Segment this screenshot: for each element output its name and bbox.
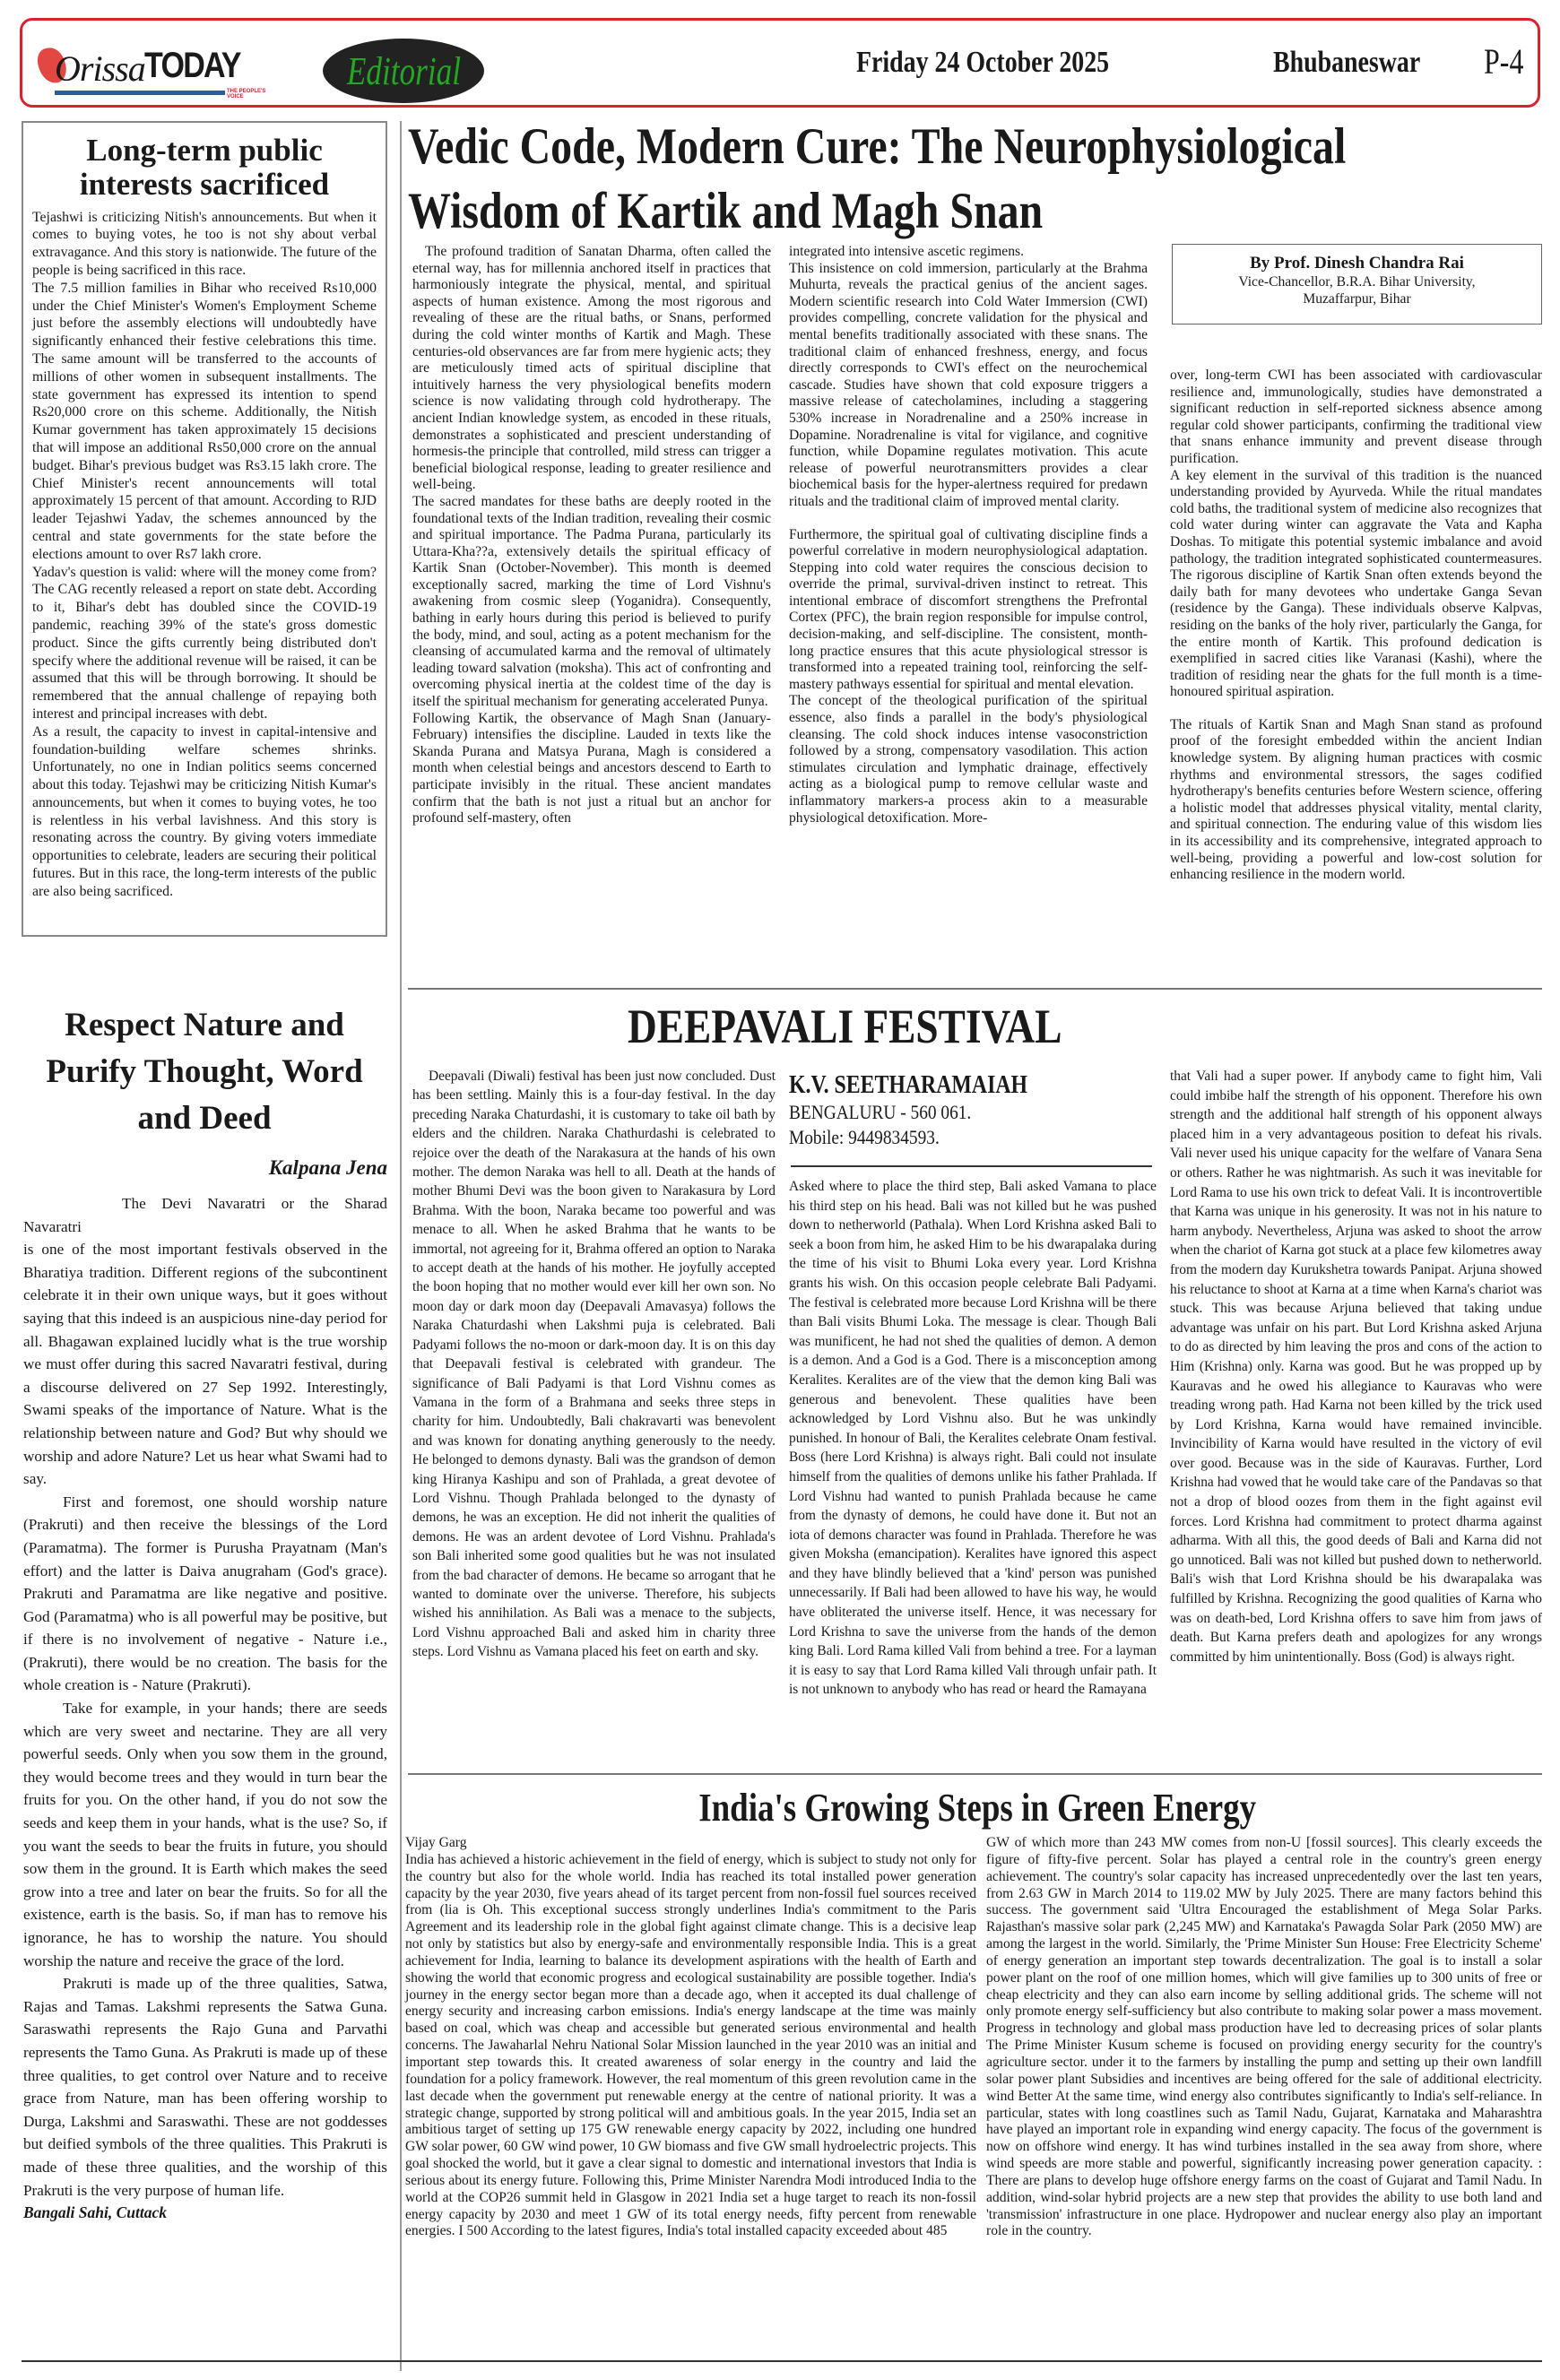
- paragraph: Following Kartik, the observance of Magh Snan (January-February) intensifies the discipline. Lauded in texts like the Skanda Purana and Matsya Purana, Magh is considered a month when celestial beings and ancestors descend to Earth to participate invisibly in the ritual. These ancient mandates confirm that the bath is not just a ritual but an anchor for profound self-mastery, often: [412, 710, 771, 827]
- respect-nature-body: [23, 1192, 387, 2225]
- headline-text: India's Growing Steps in Green Energy: [698, 1786, 1256, 1830]
- headline-text: DEEPAVALI FESTIVAL: [628, 1000, 1062, 1053]
- paragraph: This insistence on cold immersion, particularly at the Brahma Muhurta, reveals the practical genius of the ancient sages. Modern scientific research into Cold Water Immersion (CWI) provides compelling, concrete validation for the physical and mental benefits traditionally associated with these snans. The traditional claim of enhanced freshness, energy, and focus directly corresponds to CWI's effect on the neurochemical cascade. Studies have shown that cold exposure triggers a massive release of catecholamines, including a staggering 530% increase in Noradrenaline and a 250% increase in Dopamine. Noradrenaline is vital for vigilance, and cognitive function, while Dopamine regulates motivation. This acute release of powerful neurotransmitters provides a clear biochemical basis for the hyper-alertness required for predawn rituals and the traditional claim of improved mental clarity.: [789, 260, 1148, 509]
- article-body: [23, 209, 386, 901]
- deepavali-column-2: [789, 1177, 1157, 1700]
- paragraph: that Vali had a super power. If anybody came to fight him, Vali could imbibe half the strength of his opponent. Therefore his own strength and the additional half strength of his opponent always placed him in a very advantageous position to defeat his rivals. Vali never used his unique capacity for the welfare of Vanara Sena or others. Rather he was nightmarish. As such it was inevitable for Lord Rama to use his own trick to defeat Vali. It is incontrovertible that Karna was unique in his generosity. It was not in his nature to harm anybody. Nevertheless, Arjuna was asked to shoot the arrow when the chariot of Karna got stuck at a place few kilometres away from the modern day Kurukshetra towards Panipat. Arjuna showed his reluctance to shoot at Karna at a time when Karna's chariot was stuck. This was because Arjuna believed that taking undue advantage was unfair on his part. But Lord Krishna asked Arjuna to do as directed by him leaving the pros and cons of the action to Him (Krishna) only. Karna was good. But he was propped up by Kauravas and he owed his allegiance to Kauravas who were treading wrong path. Had Karna not been killed by the trick used by Lord Krishna, Karna would have remained invincible. Invincibility of Karna would have resulted in the victory of evil over good. Because was in the side of Kauravas. Further, Lord Krishna had vowed that he would take care of the Pandavas so that not a drop of blood oozes from them in the fight against evil forces. Lord Krishna had commitment to protect dharma against adharma. With all this, the good deeds of Bali and Karna did not go unnoticed. Bali was not killed but pushed down to netherworld. Bali's wish that Lord Krishna should be his dwarapalaka was fulfilled by Krishna. Recognizing the good qualities of Karna who was on death-bed, Lord Krishna offers to save him from jaws of death. But Karna prefers death and apologizes for any wrongs committed by him unintentionally. Boss (God) is always right.: [1170, 1069, 1542, 1665]
- page-bottom-rule: [22, 2360, 1542, 2362]
- article-headline: Long-term public interests sacrificed: [79, 133, 330, 202]
- paragraph: First and foremost, one should worship nature (Prakruti) and then receive the blessings of the Lord (Paramatma). The former is Purusha Prayatnam (Man's effort) and the latter is Daiva anugraham (God's grace). Prakruti and Paramatma are like negative and positive. God (Paramatma) who is all powerful may be positive, but if there is no involvement of negative - Nature i.e., (Prakruti), there would be no creation. The basis for the whole creation is - Nature (Prakruti).: [23, 1493, 387, 1694]
- vedic-column-2: [789, 244, 1148, 827]
- paragraph: over, long-term CWI has been associated with cardiovascular resilience and, immunologically, studies have demonstrated a significant reduction in self-reported sickness absence among regular cold shower participants, confirming the traditional view that snans enhance immunity and prevent disease through purification.: [1170, 368, 1542, 466]
- brand-underline: [55, 91, 225, 95]
- green-energy-column-1: [405, 1835, 976, 2240]
- paragraph: is one of the most important festivals observed in the Bharatiya tradition. Different regions of the subcontinent celebrate it in their own unique ways, but it goes without saying that this indeed is an auspicious nine-day period for all. Bhagawan explained lucidly what is the true worship we must offer during this sacred Navaratri festival, during a discourse delivered on 27 Sep 1992. Interestingly, Swami speaks of the importance of Nature. What is the relationship between nature and God? But why should we worship and adore Nature? Let us hear what Swami had to say.: [23, 1241, 387, 1488]
- paragraph-spacer: [1170, 701, 1542, 717]
- author-name: K.V. SEETHARAMAIAH: [789, 1071, 1028, 1099]
- paragraph: The rituals of Kartik Snan and Magh Snan stand as profound proof of the foresight embedded within the ancient Indian knowledge system. By aligning human practices with cosmic rhythms and environmental stressors, the sages codified hydrotherapy's benefits centuries before Western science, offering a holistic model that addresses physical vitality, mental clarity, and spiritual connection. The enduring value of this wisdom lies in its accessibility and its comprehensive, integrated approach to well-being, providing a powerful and low-cost solution for enhancing resilience in the modern world.: [1170, 716, 1542, 883]
- paragraph: India has achieved a historic achievement in the field of energy, which is subject to study not only for the country but also for the whole world. India has reached its total installed power generation capacity by the year 2030, five years ahead of its target percent from non-fossil fuel sources received from (lia is Oh. This exceptional success strongly underlines India's commitment to the Paris Agreement and its leadership role in the global fight against climate change. This is a decisive leap not only by statistics but also by energy-safe and environmentally responsible India. This is a great achievement for India, learning to balance its development aspirations with the health of Earth and showing the world that economic progress and ecological sustainability are possible together. India's journey in the energy sector began more than a decade ago, when it accepted its dual challenge of energy security and increasing carbon emissions. India's energy landscape at the time was mainly based on coal, which was cheap and accessible but generated serious environmental and health concerns. The Jawaharlal Nehru National Solar Mission launched in the year 2010 was an initial and important step towards this. It created awareness of solar energy in the country and laid the foundation for a policy framework. However, the real momentum of this green revolution came in the last decade when the government put renewable energy at the centre of national priority. It was a strategic change, supported by strong political will and ambitious goals. In the year 2015, India set an ambitious target of setting up 175 GW renewable energy capacity by 2022, including one hundred GW solar power, 60 GW wind power, 10 GW biomass and five GW small hydroelectric projects. This goal shocked the world, but it gave a clear signal to domestic and international investors that India is serious about its energy future. Following this, Prime Minister Narendra Modi introduced India to the world at the COP26 summit held in Glasgow in 2021 India set a huge target to reach its non-fossil energy capacity by 2030 and meet 1 GW of its total energy needs, fifty percent from renewable energies. I 500 According to the latest figures, India's total installed capacity exceeded about 485: [405, 1851, 976, 2239]
- author-place: Muzaffarpur, Bihar: [1303, 291, 1411, 307]
- paragraph: A key element in the survival of this tradition is the nuanced understanding provided by Ayurveda. While the ritual mandates cold baths, the traditional system of medicine also recognizes that cold water during winter can aggravate the Vata and Kapha Doshas. To mitigate this potential systemic imbalance and avoid pathology, the tradition integrated sophisticated countermeasures. The rigorous discipline of Kartik Snan often extends beyond the daily bath for many devotees who undertake Ganga Sevan (residence by the Ganga). These individuals observe Kalpvas, residing on the banks of the holy river, particularly the Ganga, for the entire month of Kartik. This profound dedication is exemplified in sacred cities like Varanasi (Kashi), where the tradition of residing near the ghats for the full month is a time-honoured spiritual aspiration.: [1170, 467, 1542, 700]
- paragraph: integrated into intensive ascetic regimens.: [789, 244, 1024, 259]
- green-energy-headline: [408, 1786, 1547, 1830]
- vedic-byline-box: [1172, 244, 1542, 325]
- deepavali-headline: [628, 1001, 1345, 1052]
- paragraph: The profound tradition of Sanatan Dharma, often called the eternal way, has for millennia anchored itself in practices that harmoniously integrate the physical, mental, and spiritual aspects of human existence. Among the most rigorous and revealing of these are the ritual baths, or Snans, performed during the cold winter months of Kartik and Magh. These centuries-old observances are far from mere hygienic acts; they are meticulously timed acts of spiritual discipline that intuitively harness the very physiological benefits modern science is now validating through cold hydrotherapy. The ancient Indian knowledge system, as encoded in these rituals, demonstrates a sophisticated and prescient understanding of hormesis-the principle that controlled, mild stress can trigger a beneficial biological response, leading to greater resilience and well-being.: [412, 244, 771, 493]
- deepavali-column-1: [412, 1067, 776, 1662]
- paragraph: The concept of the theological purification of the spiritual essence, also finds a parallel in the body's physiological cleansing. The cold shock induces intense vasoconstriction followed by a strong, compensatory vasodilation. This action stimulates circulation and lymphatic drainage, effectively acting as a biological pump to remove cellular waste and inflammatory markers-a process akin to a measurable physiological detoxification. More-: [789, 693, 1148, 826]
- section-badge: [323, 39, 484, 103]
- paragraph: Deepavali (Diwali) festival has been just now concluded. Dust has been settling. Mainly this is a four-day festival. In the day preceding Naraka Chaturdashi, it is customary to take oil bath by elders and the children. Naraka Chathurdashi is celebrated to rejoice over the death of the Narakasura at the hands of his own mother. The demon Naraka was hell to all. Death at the hands of mother Bhumi Devi was the boon given to Narakasura by Lord Brahma. With the boon, Naraka became too powerful and was menace to all. When he asked Brahma that he wants to be immortal, not agreeing for it, Brahma offered an option to Naraka to accept death at the hands of his mother. He joyfully accepted the boon hoping that no mother would ever kill her own son. No moon day or dark moon day (Deepavali Amavasya) follows the Naraka Chaturdashi when Lakshmi puja is celebrated. Bali Padyami follows the no-moon or dark-moon day. It is on this day that Deepavali festival is celebrated with grandeur. The significance of Bali Padyami is that Lord Vishnu comes as Vamana in the form of a Brahmana and seeks three steps in charity for him. Undoubtedly, Bali chakravarti was benevolent and was known for donating anything generously to the needy. He belonged to demons dynasty. Bali was the grandson of demon king Hiranya Kashipu and son of Prahlada, a great devotee of Lord Vishnu. Though Prahlada belonged to the dynasty of demons, he was an exception. He did not inherit the qualities of demons. He was an ardent devotee of Lord Vishnu. Prahlada's son Bali inherited some good qualities but he was not insulated from the bad character of demons. He became so arrogant that he wanted to dominate over the universe. Therefore, his subjects wished his annihilation. As Bali was a menace to the subjects, Lord Vishnu approached Bali and asked him in charity three steps. Lord Vishnu as Vamana placed his feet on earth and sky.: [412, 1069, 776, 1660]
- headline-line-2: Wisdom of Kartik and Magh Snan: [408, 183, 1044, 239]
- author-city: BENGALURU - 560 061.: [789, 1101, 972, 1123]
- page-number: P-4: [1484, 41, 1524, 82]
- brand-today: TODAY: [144, 46, 240, 85]
- vedic-article-headline: [408, 115, 1547, 244]
- vedic-column-3: [1170, 368, 1542, 884]
- author-location: Bangali Sahi, Cuttack: [23, 2203, 167, 2222]
- paragraph: As a result, the capacity to invest in capital-intensive and foundation-building welfare schemes shrinks. Unfortunately, no one in Indian politics seems concerned about this today. Tejashwi may be criticizing Nitish Kumar's announcements, but when it comes to buying votes, he too is relentless in his verbal lavishness. And this story is resonating across the country. By giving voters immediate opportunities to celebrate, leaders are securing their political futures. But in this race, the long-term interests of the public are also being sacrificed.: [32, 723, 377, 899]
- brand-tagline: THE PEOPLE'S VOICE: [227, 89, 266, 100]
- paragraph: Tejashwi is criticizing Nitish's announcements. But when it comes to buying votes, he too is not shy about verbal extravagance. And this story is nationwide. The future of the people is being sacrificed in this race.: [32, 209, 377, 278]
- green-energy-column-2: [986, 1835, 1542, 2240]
- paragraph: GW of which more than 243 MW comes from non-U [fossil sources]. This clearly exceeds the figure of fifty-five percent. Solar has played a central role in the country's green energy achievement. The country's solar capacity has increased unprecedentedly over the last ten years, from 2.63 GW in March 2014 to 119.02 MW by July 2025. There are many factors behind this success. The government said 'Ultra Encouraged the establishment of Mega Solar Parks. Rajasthan's massive solar park (2,245 MW) and Karnataka's Pawagda Solar Park (2050 MW) are among the largest in the world. Similarly, the 'Prime Minister Sun House: Free Electricity Scheme' of energy generation an important step towards decentralization. The goal is to install a solar power plant on the roof of one million homes, which will give families up to 300 units of free or cheap electricity and they can also earn income by selling additional grids. The scheme will not only promote energy self-sufficiency but also contribute to making solar power a mass movement. Progress in technology and global mass production have led to decreasing prices of solar plants The Prime Minister Kusum scheme is focused on providing energy security for the country's agriculture sector. under it to the farmers by installing the pump and setting up their own landfill solar power plant Subsidies and incentives are being offered for the sale of additional electricity. wind Better At the same time, wind energy also contributes significantly to India's self-reliance. In particular, states with long coastlines such as Tamil Nadu, Gujarat, Karnataka and Maharashtra have played an important role in expanding wind energy capacity. The focus of the government is now on offshore wind energy. It has wind turbines installed in the sea away from shore, where wind speeds are more stable and powerful, significantly increasing power generation capacity. : There are plans to develop huge offshore energy farms on the coast of Gujarat and Tamil Nadu. In addition, wind-solar hybrid projects are a new step that provides the ability to use both land and 'transmission' infrastructure in one place. Hydropower and nuclear energy also play an important role in the country.: [986, 1835, 1542, 2239]
- paragraph: Prakruti is made up of the three qualities, Satwa, Rajas and Tamas. Lakshmi represents the Satwa Guna. Saraswathi represents the Rajo Guna and Parvathi represents the Tamo Guna. As Prakruti is made up of these three qualities, to get control over Nature and to receive grace from Nature, man has been offering worship to Durga, Lakshmi and Saraswathi. These are not goddesses but deified symbols of the three qualities. This Prakruti is made of these three qualities, and the worship of this Prakruti is the very purpose of human life.: [23, 1975, 387, 2199]
- brand-orissa: Orissa: [55, 48, 145, 89]
- section-divider: [408, 988, 1542, 990]
- paragraph: Take for example, in your hands; there are seeds which are very sweet and nectarine. They are all very powerful seeds. Only when you sow them in the ground, they would become trees and they would in turn bear the fruits for you. On the other hand, if you do not sow the seeds and keep them in your hands, what is the use? So, if you want the seeds to bear the fruits in future, you should sow them in the ground. It is Earth which makes the seed grow into a tree and later on bear the fruits. So for all the existence, earth is the basis. So, if man has to remove his ignorance, he has to worship the nature. You should worship the nature and receive the grace of the lord.: [23, 1700, 387, 1969]
- section-divider: [408, 1773, 1542, 1775]
- paragraph: Asked where to place the third step, Bali asked Vamana to place his third step on his head. Bali was not killed but he was pushed down to netherworld (Pathala). When Lord Krishna asked Bali to seek a boon from him, he asked Him to be his dwarapalaka during the time of his visit to Bhumi Loka every year. Lord Krishna grants his wish. On this occasion people celebrate Bali Padyami. The festival is celebrated more because Lord Krishna will be there than Bali visits Bhumi Loka. The message is clear. Though Bali was munificent, he had not shed the qualities of demon. A demon is a demon. And a God is a God. There is a misconception among Keralites. Keralites are of the view that the demon king Bali was generous and benevolent. These qualities have been acknowledged by Lord Vishnu also. But he was unkindly punished. In honour of Bali, the Keralites celebrate Onam festival. Boss (here Lord Krishna) is always right. Bali could not insulate himself from the qualities of demons unlike his father Prahlada. If Lord Vishnu had wanted to punish Prahlada because he came from the dynasty of demons, he could have done it. But not an iota of demons character was found in Prahlada. Therefore he was given Moksha (emancipation). Keralites have ignored this aspect and they have blindly believed that a 'kind' person was punished unnecessarily. If Bali had been allowed to have his way, he would have obliterated the universe itself. Hence, it was necessary for Lord Krishna to save the universe from the hands of the demon king Bali. Lord Rama killed Vali from behind a tree. For a layman it is easy to say that Lord Rama killed Vali through unfair path. It is not unknown to anybody who has read or heard the Ramayana: [789, 1179, 1157, 1698]
- paragraph: The 7.5 million families in Bihar who received Rs10,000 under the Chief Minister's Women's Employment Scheme just before the assembly elections will undoubtedly have significantly enhanced their festive celebrations this time. The same amount will be transferred to the accounts of millions of other women in subsequent installments. The state government has expressed its intention to spend Rs20,000 crore on this scheme. Additionally, the Nitish Kumar government has taken approximately 15 decisions that will impose an additional Rs50,000 crore on the annual budget. Bihar's previous budget was Rs3.15 lakh crore. The Chief Minister's recent announcements will total approximately 15 percent of that amount. According to RJD leader Tejashwi Yadav, the schemes announced by the central and state governments for the state before the elections amount to over Rs7 lakh crore.: [32, 280, 377, 562]
- paragraph: The sacred mandates for these baths are deeply rooted in the foundational texts of the Indian tradition, revealing their cosmic and spiritual importance. The Padma Purana, particularly its Uttara-Kha??a, extensively details the spiritual efficacy of Kartik Snan (October-November). This month is deemed exceptionally sacred, marking the time of Lord Vishnu's awakening from cosmic sleep (Yoganidra). Consequently, bathing in early hours during this period is believed to purify the body, mind, and soul, acting as a potent mechanism for the cleansing of accumulated karma and the removal of ultimately leading toward salvation (moksha). This act of confronting and overcoming physical inertia at the coldest time of the day is itself the spiritual mechanism for generating accelerated Punya.: [412, 493, 771, 710]
- paragraph: Furthermore, the spiritual goal of cultivating discipline finds a powerful correlative in modern neurophysiological adaptation. Stepping into cold water requires the conscious decision to override the primal, survival-driven instinct to retreat. This intentional embrace of discomfort strengthens the Prefrontal Cortex (PFC), the brain region responsible for impulse control, decision-making, and self-discipline. The consistent, month-long practice ensures that this acute physiological stressor is transformed into a repeated training tool, reinforcing the self-mastery pathways essential for spiritual and mental elevation.: [789, 526, 1148, 692]
- author-name: Kalpana Jena: [268, 1156, 387, 1179]
- paragraph-spacer: [789, 511, 1148, 527]
- headline-line-1: Vedic Code, Modern Cure: The Neurophysiological: [408, 118, 1347, 175]
- edition-city: Bhubaneswar: [1273, 46, 1421, 79]
- respect-nature-headline: Respect Nature and Purify Thought, Word and Deed: [46, 1007, 363, 1137]
- deepavali-author-block: [789, 1071, 1157, 1150]
- orissa-today-logo[interactable]: [39, 46, 272, 100]
- author-role: Vice-Chancellor, B.R.A. Bihar University,: [1238, 274, 1476, 290]
- author-name: Vijay Garg: [405, 1835, 467, 1850]
- issue-date: Friday 24 October 2025: [856, 46, 1110, 79]
- section-label: Editorial: [346, 48, 461, 93]
- deepavali-column-3: [1170, 1067, 1542, 1666]
- masthead: [20, 18, 1540, 108]
- paragraph: Yadav's question is valid: where will the money come from? The CAG recently released a report on state debt. According to it, Bihar's debt has doubled since the COVID-19 pandemic, reaching 39% of the state's gross domestic product. Since the gifts currently being distributed don't specify where the additional revenue will be raised, it can be assumed that this will be through borrowing. It should be remembered that the annual challenge of repaying both interest and principal increases with debt.: [32, 564, 377, 722]
- author-divider: [791, 1165, 1152, 1167]
- column-divider: [400, 121, 402, 2371]
- vedic-column-1: [412, 244, 771, 827]
- author-mobile: Mobile: 9449834593.: [789, 1126, 940, 1148]
- author-name: By Prof. Dinesh Chandra Rai: [1250, 254, 1464, 273]
- lead-line: The Devi Navaratri or the Sharad Navaratri: [23, 1195, 387, 1235]
- article-long-term-interests: [22, 121, 387, 937]
